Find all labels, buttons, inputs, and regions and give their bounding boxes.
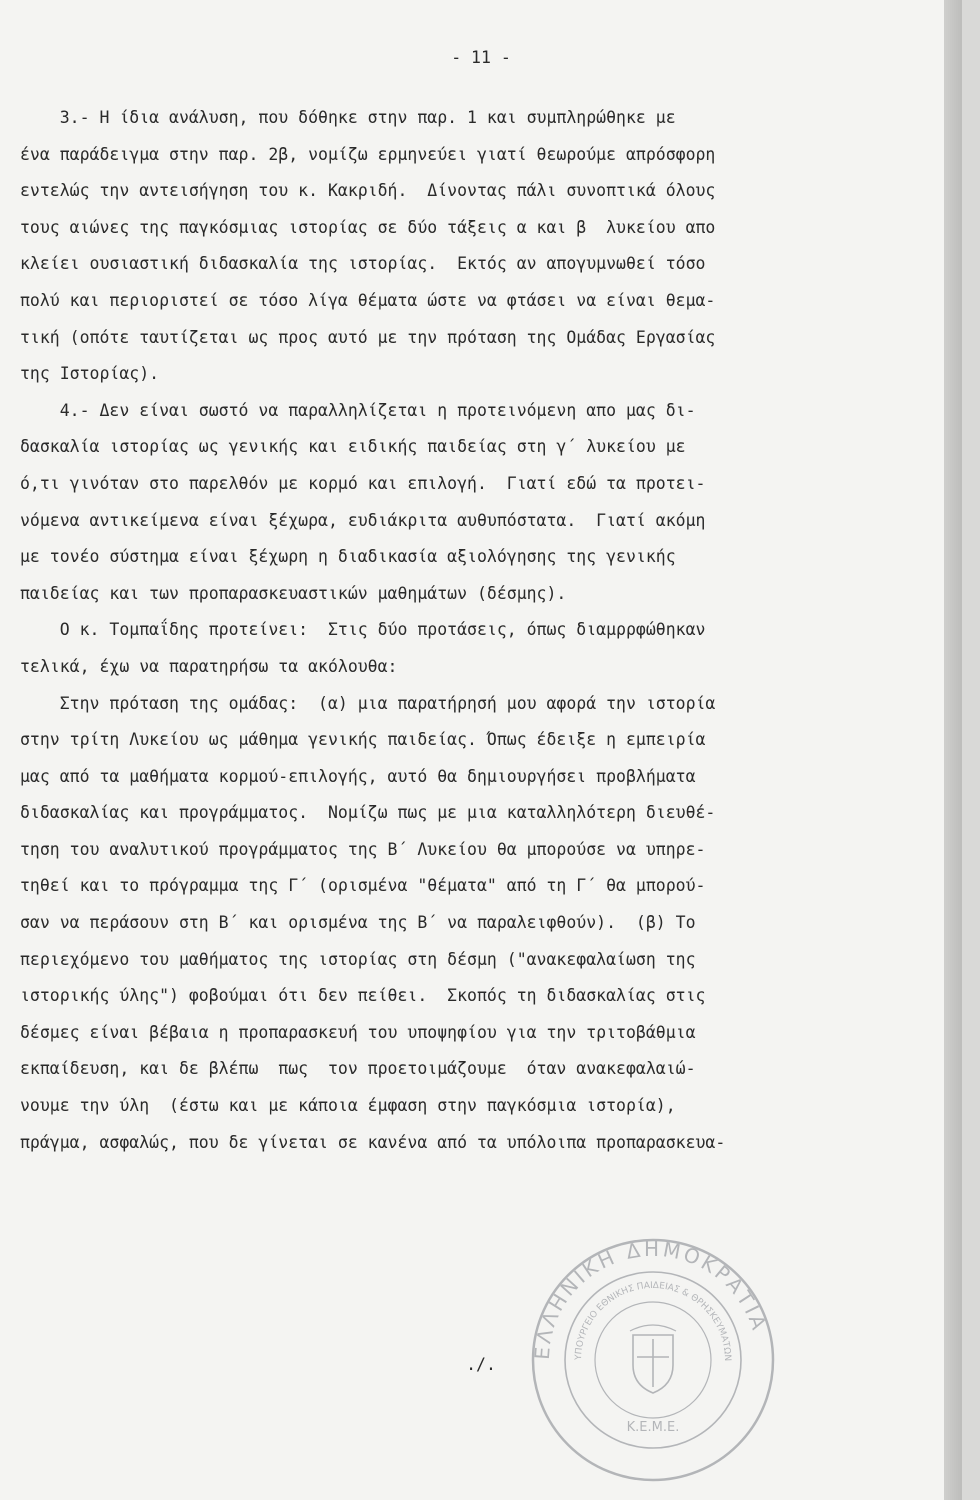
text-line: παιδείας και των προπαρασκευαστικών μαθημάτων (δέσμης). xyxy=(20,583,567,603)
page-edge xyxy=(944,0,962,1500)
stamp-inner-text: ΥΠΟΥΡΓΕΙΟ ΕΘΝΙΚΗΣ ΠΑΙΔΕΙΑΣ & ΘΡΗΣΚΕΥΜΑΤΩΝ xyxy=(573,1280,733,1362)
stamp-outer-text: ΕΛΛΗΝΙΚΗ ΔΗΜΟΚΡΑΤΙΑ xyxy=(529,1236,772,1361)
coat-of-arms-icon xyxy=(630,1325,676,1393)
text-line: της Ιστορίας). xyxy=(20,364,160,384)
text-line: εντελώς την αντεισήγηση του κ. Κακριδή. Δίνοντας πάλι συνοπτικά όλους xyxy=(20,181,716,201)
text-line: ένα παράδειγμα στην παρ. 2β, νομίζω ερμηνεύει γιατί θεωρούμε απρόσφορη xyxy=(20,144,716,164)
continuation-mark: ./. xyxy=(466,1355,496,1374)
text-line: ό,τι γινόταν στο παρελθόν με κορμό και επιλογή. Γιατί εδώ τα προτει- xyxy=(20,473,706,493)
text-line: σαν να περάσουν στη Β΄ και ορισμένα της Β΄ να παραλειφθούν). (β) Το xyxy=(20,913,696,933)
stamp-bottom-text: Κ.Ε.Μ.Ε. xyxy=(626,1420,680,1435)
text-line: δασκαλία ιστορίας ως γενικής και ειδικής παιδείας στη γ΄ λυκείου με xyxy=(20,437,686,457)
text-line: τική (οπότε ταυτίζεται ως προς αυτό με την πρόταση της Ομάδας Εργασίας xyxy=(20,327,716,347)
text-line: διδασκαλίας και προγράμματος. Νομίζω πως με μια καταλληλότερη διευθέ- xyxy=(20,803,716,823)
text-line: 4.- Δεν είναι σωστό να παραλληλίζεται η προτεινόμενη απο μας δι- xyxy=(20,400,696,420)
text-line: Ο κ. Τομπαΐδης προτείνει: Στις δύο προτάσεις, όπως διαμρρφώθηκαν xyxy=(20,620,706,640)
text-line: νουμε την ύλη (έστω και με κάποια έμφαση στην παγκόσμια ιστορία), xyxy=(20,1096,676,1116)
page-number: - 11 - xyxy=(451,48,511,67)
body-text xyxy=(20,100,725,1161)
official-stamp xyxy=(528,1235,778,1485)
text-line: πράγμα, ασφαλώς, που δε γίνεται σε κανένα από τα υπόλοιπα προπαρασκευα- xyxy=(20,1132,726,1152)
text-line: με τονέο σύστημα είναι ξέχωρη η διαδικασία αξιολόγησης της γενικής xyxy=(20,547,676,567)
text-line: δέσμες είναι βέβαια η προπαρασκευή του υποψηφίου για την τριτοβάθμια xyxy=(20,1022,696,1042)
text-line: τηση του αναλυτικού προγράμματος της Β΄ Λυκείου θα μπορούσε να υπηρε- xyxy=(20,839,706,859)
text-line: νόμενα αντικείμενα είναι ξέχωρα, ευδιάκριτα αυθυπόστατα. Γιατί ακόμη xyxy=(20,510,706,530)
text-line: εκπαίδευση, και δε βλέπω πως τον προετοιμάζουμε όταν ανακεφαλαιώ- xyxy=(20,1059,696,1079)
text-line: πολύ και περιοριστεί σε τόσο λίγα θέματα ώστε να φτάσει να είναι θεμα- xyxy=(20,290,716,310)
text-line: Στην πρόταση της ομάδας: (α) μια παρατήρησή μου αφορά την ιστορία xyxy=(20,693,716,713)
text-line: τελικά, έχω να παρατηρήσω τα ακόλουθα: xyxy=(20,656,398,676)
text-line: κλείει ουσιαστική διδασκαλία της ιστορίας. Εκτός αν απογυμνωθεί τόσο xyxy=(20,254,706,274)
text-line: τηθεί και το πρόγραμμα της Γ΄ (ορισμένα "θέματα" από τη Γ΄ θα μπορού- xyxy=(20,876,706,896)
text-line: περιεχόμενο του μαθήματος της ιστορίας στη δέσμη ("ανακεφαλαίωση της xyxy=(20,949,696,969)
text-line: ιστορικής ύλης") φοβούμαι ότι δεν πείθει. Σκοπός τη διδασκαλίας στις xyxy=(20,986,706,1006)
text-line: στην τρίτη Λυκείου ως μάθημα γενικής παιδείας. Όπως έδειξε η εμπειρία xyxy=(20,730,706,750)
text-line: 3.- Η ίδια ανάλυση, που δόθηκε στην παρ. 1 και συμπληρώθηκε με xyxy=(20,108,676,127)
text-line: μας από τα μαθήματα κορμού-επιλογής, αυτό θα δημιουργήσει προβλήματα xyxy=(20,766,696,786)
text-line: τους αιώνες της παγκόσμιας ιστορίας σε δύο τάξεις α και β λυκείου απο xyxy=(20,217,716,237)
